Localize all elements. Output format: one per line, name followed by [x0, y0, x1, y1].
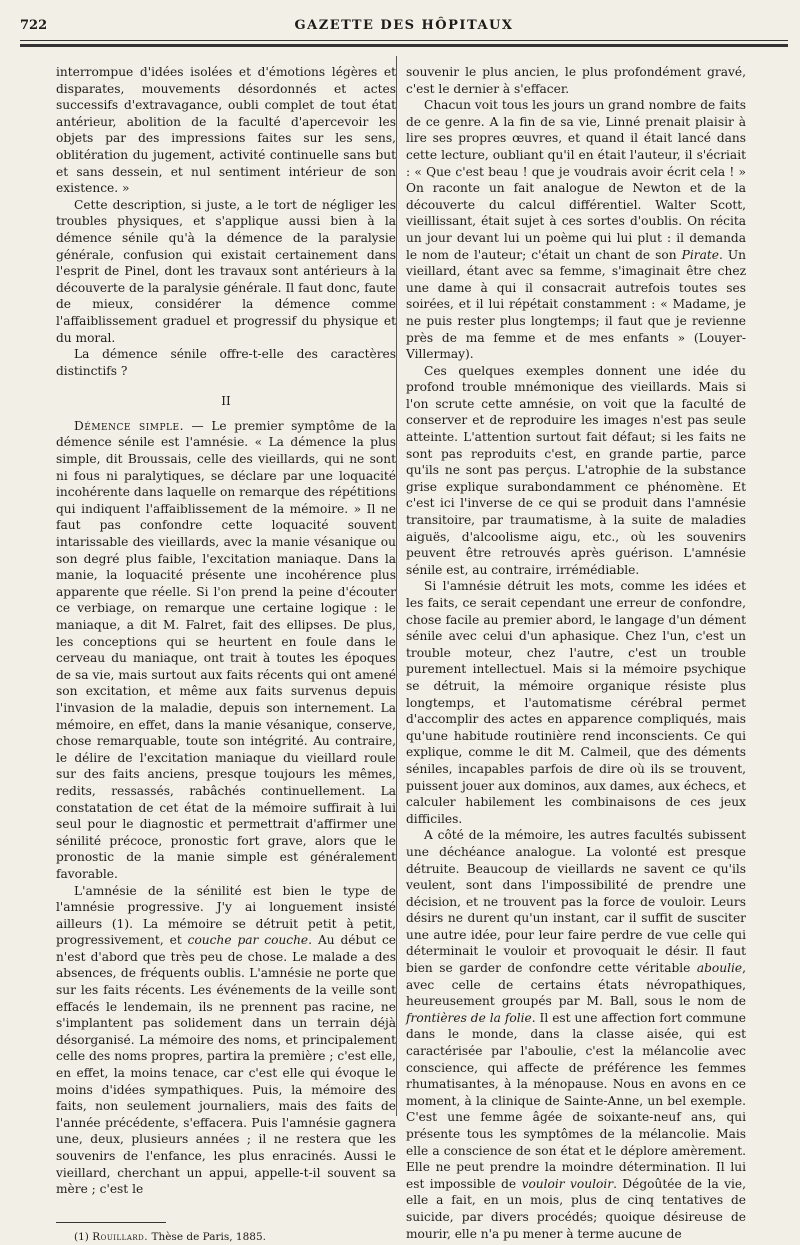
- footnote-author: Rouillard.: [92, 1230, 149, 1243]
- paragraph: Ces quelques exemples donnent une idée du profond trouble mnémonique des vieillards. Mais si l'on scrute cette amnésie, on voit que la faculté de conserver et de reproduire les images n'est pas seule atteinte. L'attention surtout fait défaut; si les faits ne sont pas reproduits c'est, en grande partie, parce qu'ils ne sont pas perçus. L'atrophie de la substance grise explique surabondamment ce phénomène. Et c'est ici l'inverse de ce qui se produit dans l'amnésie transitoire, par traumatisme, à la suite de maladies aiguës, d'alcoolisme aigu, etc., où les souvenirs peuvent être retrouvés après guérison. L'amnésie sénile est, au contraire, irrémédiable.: [406, 363, 746, 577]
- footnote: (1) Rouillard. Thèse de Paris, 1885.: [74, 1230, 266, 1243]
- header-rule-thick: [20, 44, 788, 47]
- emphasis: couche par couche: [187, 933, 309, 948]
- paragraph: souvenir le plus ancien, le plus profondément gravé, c'est le dernier à s'effacer.: [406, 65, 746, 96]
- paragraph-text: — Le premier symptôme de la démence sénile est l'amnésie. « La démence la plus simple, dit Broussais, celle des vieillards, qui ne sont ni fous ni paralytiques, se déclare par une loquacité incohérente dans laquelle on remarque des répétitions qui indiquent l'affaiblissement de la mémoire. » Il ne faut pas confondre cette loquacité souvent intarissable des vieillards, avec la manie vésanique ou son degré plus faible, l'excitation maniaque. Dans la manie, la loquacité présente une incohérence plus apparente que réelle. Si l'on prend la peine d'écouter ce verbiage, on remarque une certaine logique : le maniaque, a dit M. Falret, fait des ellipses. De plus, les conceptions qui se heurtent en foule dans le cerveau du maniaque, ont trait à toutes les époques de sa vie, mais surtout aux faits récents qui ont amené son excitation, et même aux faits survenus depuis l'invasion de la maladie, depuis son internement. La mémoire, en effet, dans la manie vésanique, conserve, chose remarquable, toute son intégrité. Au contraire, le délire de l'excitation maniaque du vieillard roule sur des faits anciens, presque toujours les mêmes, redits, ressassés, rabâchés continuellement. La constatation de cet état de la mémoire suffirait à lui seul pour le diagnostic et permettrait d'affirmer une sénilité précoce, pronostic fort grave, alors que le pronostic de la manie simple est généralement favorable.: [56, 418, 396, 881]
- left-column: [56, 64, 396, 1245]
- paragraph: La démence sénile offre-t-elle des caractères distinctifs ?: [56, 347, 396, 378]
- paragraph-text: . Il est une affection fort commune dans le monde, dans la classe aisée, qui est caractérisée par l'aboulie, c'est la mélancolie avec conscience, qui affecte de préférence les femmes rhumatisantes, à la ménopause. Nous en avons en ce moment, à la clinique de Sainte-Anne, un bel exemple. C'est une femme âgée de soixante-neuf ans, qui présente tous les symptômes de la mélancolie. Mais elle a conscience de son état et le déplore amèrement. Elle ne peut prendre la moindre détermination. Il lui est impossible de: [406, 1010, 746, 1191]
- paragraph: [56, 883, 396, 1198]
- paragraph: [406, 97, 746, 363]
- paragraph: [56, 418, 396, 883]
- page-number: 722: [20, 18, 48, 33]
- paragraph-text: Chacun voit tous les jours un grand nombre de faits de ce genre. A la fin de sa vie, Linné prenait plaisir à lire ses propres œuvres, et quand il était lancé dans cette lecture, oubliant qu'il en était l'auteur, il s'écriait : « Que c'est beau ! que je voudrais avoir écrit cela ! » On raconte un fait analogue de Newton et de la découverte du calcul différentiel. Walter Scott, vieillissant, était sujet à ces sortes d'oublis. On récita un jour devant lui un poème qui lui plut : il demanda le nom de l'auteur; c'était un chant de son: [406, 98, 746, 262]
- paragraph-text: A côté de la mémoire, les autres facultés subissent une déchéance analogue. La volonté est presque détruite. Beaucoup de vieillards ne savent ce qu'ils veulent, sont dans l'impossibilité de prendre une décision, et ne trouvent pas la force de vouloir. Leurs désirs ne durent qu'un instant, car il suffit de susciter une autre idée, pour leur faire perdre de vue celle qui déterminait le vouloir et provoquait le désir. Il faut bien se garder de confondre cette véritable: [406, 828, 746, 976]
- paragraph: Cette description, si juste, a le tort de négliger les troubles physiques, et s'applique aussi bien à la démence sénile qu'à la démence de la paralysie générale, confusion qui existait certainement dans l'esprit de Pinel, dont les travaux sont antérieurs à la découverte de la paralysie générale. Il faut donc, faute de mieux, considérer la démence comme l'affaiblissement graduel et progressif du physique et du moral.: [56, 197, 396, 345]
- paragraph: interrompue d'idées isolées et d'émotions légères et disparates, mouvements désordonnés et actes successifs d'extravagance, oubli complet de tout état antérieur, abolition de la faculté d'apercevoir les objets par des impressions faites sur les sens, oblitération du jugement, activité continuelle sans but et sans dessein, et nul sentiment intérieur de son existence. »: [56, 65, 396, 196]
- footnote-text: Thèse de Paris, 1885.: [148, 1230, 266, 1243]
- column-divider: [396, 56, 397, 1116]
- emphasis: frontières de la folie: [406, 1010, 532, 1025]
- paragraph-text: L'amnésie de la sénilité est bien le type de l'amnésie progressive. J'y ai longuement insisté ailleurs (1). La mémoire se détruit petit à petit, progressivement, et: [56, 883, 396, 948]
- emphasis: vouloir vouloir: [521, 1176, 614, 1191]
- running-title: GAZETTE DES HÔPITAUX: [294, 18, 514, 33]
- paragraph: [406, 827, 746, 1242]
- emphasis: Pirate: [681, 247, 719, 262]
- right-column: [406, 64, 746, 1242]
- footnote-rule: [56, 1222, 166, 1223]
- page-header: [20, 18, 788, 42]
- paragraph-text: . Au début ce n'est d'abord que très peu de chose. Le malade a des absences, de fréquents oublis. L'amnésie ne porte que sur les faits récents. Les événements de la veille sont effacés le lendemain, ils ne prennent pas racine, ne s'implantent pas solidement dans un terrain déjà désorganisé. La mémoire des noms, et principalement celle des noms propres, partira la première ; c'est elle, en effet, la moins tenace, car c'est elle qui évoque le moins d'idées sympathiques. Puis, la mémoire des faits, non seulement journaliers, mais des faits de l'année précédente, s'effacera. Puis l'amnésie gagnera une, deux, plusieurs années ; il ne restera que les souvenirs de l'enfance, les plus enracinés. Aussi le vieillard, cherchant un appui, appelle-t-il souvent sa mère ; c'est le: [56, 933, 397, 1197]
- paragraph: Si l'amnésie détruit les mots, comme les idées et les faits, ce serait cependant une erreur de confondre, chose facile au premier abord, le langage d'un dément sénile avec celui d'un aphasique. Chez l'un, c'est un trouble moteur, chez l'autre, c'est un trouble purement intellectuel. Mais si la mémoire psychique se détruit, la mémoire organique résiste plus longtemps, et l'automatisme cérébral permet d'accomplir des actes en apparence compliqués, mais qu'une habitude routinière rend inconscients. Ce qui explique, comme le dit M. Calmeil, que des déments séniles, incapables parfois de dire où ils se trouvent, puissent jouer aux dominos, aux dames, aux échecs, et calculer habilement les combinaisons de ces jeux difficiles.: [406, 579, 746, 826]
- header-rule: [20, 40, 788, 41]
- section-number: II: [221, 394, 231, 409]
- section-lead: Démence simple.: [74, 418, 184, 433]
- paragraph-text: , avec celle de certains états névropathiques, heureusement groupés par M. Ball, sous le nom de: [406, 961, 746, 1009]
- emphasis: aboulie: [696, 961, 743, 976]
- paragraph-text: . Dégoûtée de la vie, elle a fait, en un mois, plus de cinq tentatives de suicide, par divers procédés; quoique désireuse de mourir, elle n'a pu mener à terme aucune de: [406, 1176, 747, 1241]
- paragraph-text: . Un vieillard, étant avec sa femme, s'imaginait être chez une dame à qui il consacrait autrefois toutes ses soirées, et il lui répétait constamment : « Madame, je ne puis rester plus longtemps; il faut que je revienne près de ma femme et de mes enfants » (Louyer-Villermay).: [406, 247, 747, 362]
